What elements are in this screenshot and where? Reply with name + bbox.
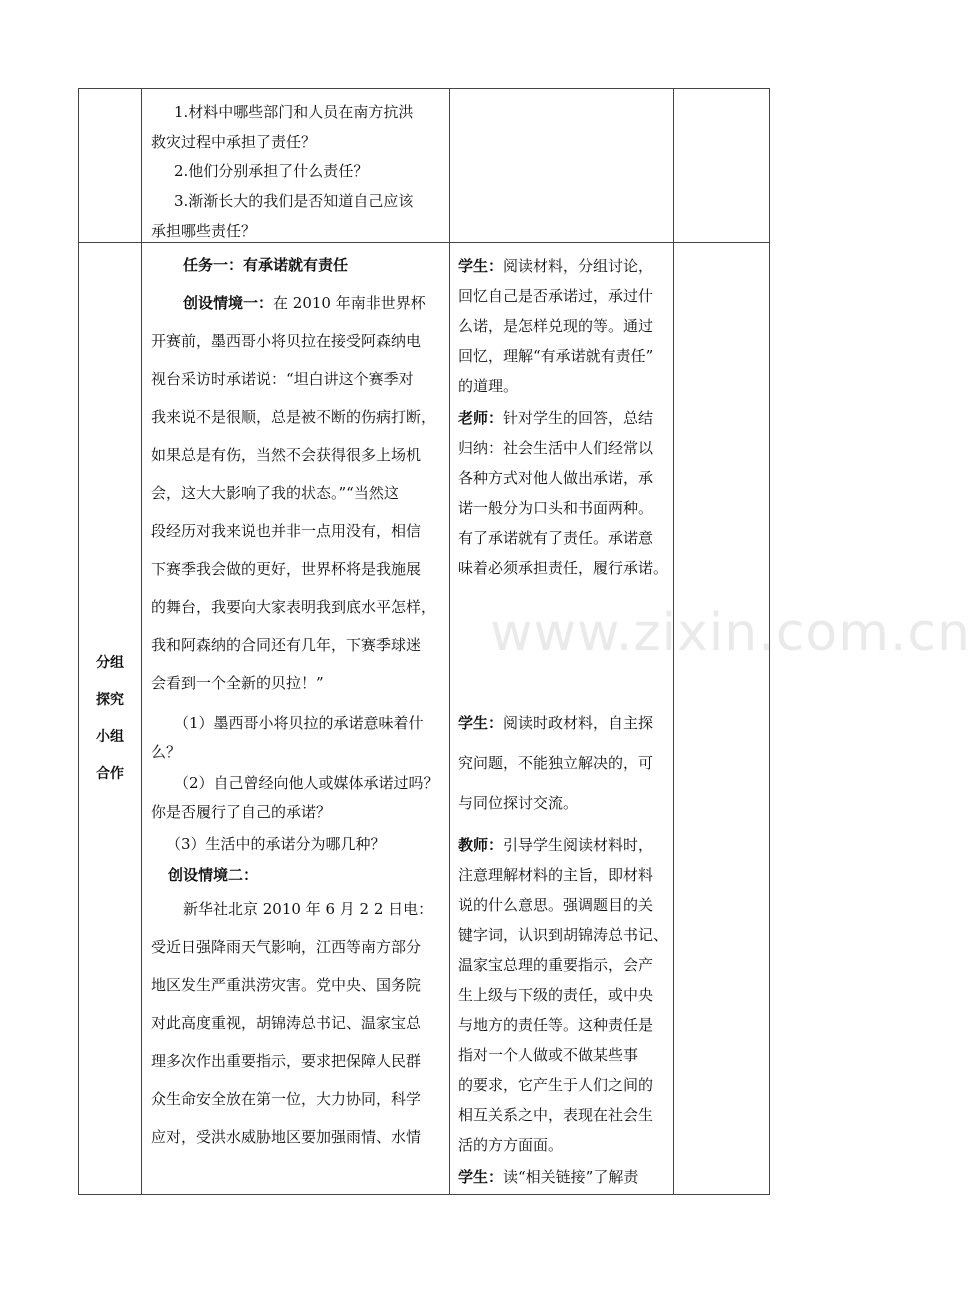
teacher-note-1 [458,404,653,434]
label-line: 分组 [96,655,124,671]
scene1-text: 在 2010 年南非世界杯 [273,294,426,312]
student-note-2 [458,709,653,739]
note-text: 针对学生的回答，总结 [503,409,654,427]
note-line: 指对一个人做或不做某些事 [458,1046,639,1064]
scene1-line: 我来说不是很顺，总是被不断的伤病打断， [151,408,437,426]
question-line: 么？ [151,743,182,761]
watermark: www.zixin.com.cn [490,603,971,663]
note-line: 有了承诺就有了责任。承诺意 [458,529,654,547]
row1-line: 1.材料中哪些部门和人员在南方抗洪 [174,103,414,121]
note-line: 说的什么意思。强调题目的关 [458,896,654,914]
role-label: 老师： [458,409,504,427]
scene2-line: 对此高度重视，胡锦涛总书记、温家宝总 [151,1014,422,1032]
note-line: 么诺，是怎样兑现的等。通过 [458,317,654,335]
scene1-line: 视台采访时承诺说：“坦白讲这个赛季对 [151,370,414,388]
role-label: 教师： [458,836,504,854]
note-text: 阅读材料，分组讨论， [503,257,654,275]
note-line: 与地方的责任等。这种责任是 [458,1016,654,1034]
scene2-line: 理多次作出重要指示，要求把保障人民群 [151,1052,422,1070]
note-line: 的道理。 [458,377,519,395]
note-line: 生上级与下级的责任，或中央 [458,986,654,1004]
scene1-line: 会看到一个全新的贝拉！” [151,674,324,692]
scene2-line: 应对，受洪水威胁地区要加强雨情、水情 [151,1128,422,1146]
note-line: 相互关系之中，表现在社会生 [458,1106,654,1124]
role-label: 学生： [458,1168,504,1186]
student-note-3 [458,1163,638,1193]
scene1-line: 下赛季我会做的更好，世界杯将是我施展 [151,560,422,578]
note-line: 的要求，它产生于人们之间的 [458,1076,654,1094]
teacher-note-2 [458,831,653,861]
note-line: 注意理解材料的主旨，即材料 [458,866,654,884]
scene2-line: 受近日强降雨天气影响，江西等南方部分 [151,938,422,956]
note-line: 诺一般分为口头和书面两种。 [458,499,654,517]
note-line: 键字词，认识到胡锦涛总书记、 [458,926,669,944]
question-line: （1）墨西哥小将贝拉的承诺意味着什 [174,714,424,732]
column-divider [449,89,450,1194]
task-title: 任务一：有承诺就有责任 [183,256,349,274]
scene1-first-line [183,289,426,319]
row1-line: 救灾过程中承担了责任？ [151,133,317,151]
scene1-line: 如果总是有伤，当然不会获得很多上场机 [151,446,422,464]
note-line: 归纳：社会生活中人们经常以 [458,439,654,457]
role-label: 学生： [458,714,504,732]
scene1-label: 创设情境一： [183,294,274,312]
note-text: 读“相关链接”了解责 [503,1168,639,1186]
question-line: （2）自己曾经向他人或媒体承诺过吗？ [174,774,439,792]
question-line: 你是否履行了自己的承诺？ [151,803,332,821]
scene2-label: 创设情境二： [168,866,259,884]
scene2-line: 新华社北京 2010 年 6 月 2 2 日电： [183,900,434,918]
scene2-line: 地区发生严重洪涝灾害。党中央、国务院 [151,976,422,994]
row1-line: 承担哪些责任？ [151,222,257,240]
note-text: 引导学生阅读材料时， [503,836,654,854]
label-line: 探究 [96,692,124,708]
note-line: 味着必须承担责任，履行承诺。 [458,559,669,577]
note-line: 温家宝总理的重要指示，会产 [458,956,654,974]
student-note-1 [458,252,653,282]
row1-line: 3.渐渐长大的我们是否知道自己应该 [174,192,414,210]
label-line: 小组 [96,729,124,745]
label-line: 合作 [96,766,124,782]
note-line: 回忆，理解“有承诺就有责任” [458,347,654,365]
question-line: （3）生活中的承诺分为哪几种？ [166,835,386,853]
column-divider [141,89,142,1194]
note-line: 回忆自己是否承诺过，承过什 [458,287,654,305]
scene2-line: 众生命安全放在第一位，大力协同，科学 [151,1090,422,1108]
note-line: 究问题，不能独立解决的，可 [458,754,654,772]
note-line: 各种方式对他人做出承诺，承 [458,469,654,487]
role-label: 学生： [458,257,504,275]
note-line: 活的方方面面。 [458,1136,564,1154]
scene1-line: 我和阿森纳的合同还有几年，下赛季球迷 [151,636,422,654]
row1-line: 2.他们分别承担了什么责任？ [174,162,369,180]
scene1-line: 开赛前，墨西哥小将贝拉在接受阿森纳电 [151,332,422,350]
note-line: 与同位探讨交流。 [458,794,579,812]
scene1-line: 会，这大大影响了我的状态。”“当然这 [151,484,399,502]
scene1-line: 的舞台，我要向大家表明我到底水平怎样， [151,598,437,616]
scene1-line: 段经历对我来说也并非一点用没有，相信 [151,522,422,540]
note-text: 阅读时政材料，自主探 [503,714,654,732]
